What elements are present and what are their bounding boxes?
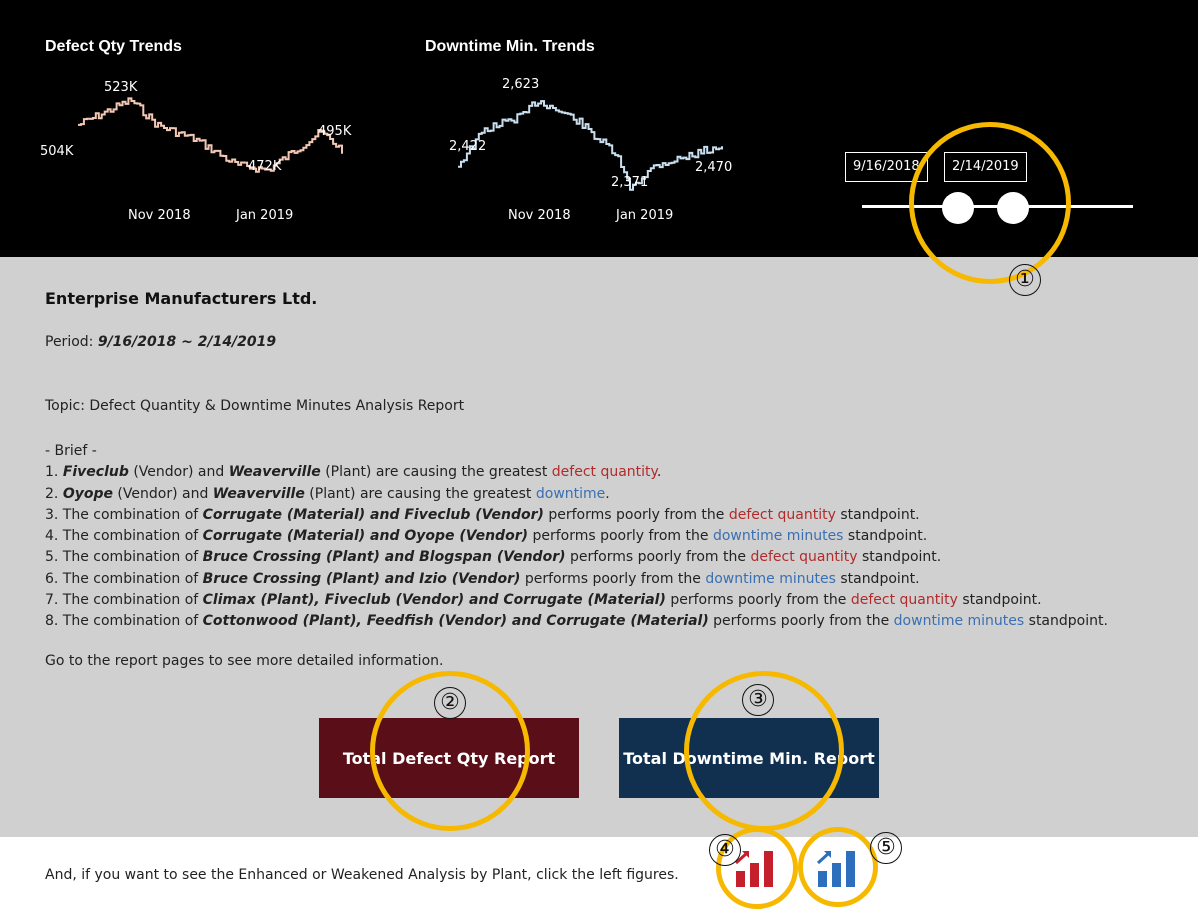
brief-item-4-run: performs poorly from the	[528, 528, 713, 545]
brief-item-1	[45, 462, 1108, 483]
brief-item-1-run: defect quantity	[551, 464, 657, 481]
total-defect-qty-report-button[interactable]: Total Defect Qty Report	[319, 718, 579, 798]
brief-item-4	[45, 526, 1108, 547]
brief-item-7-run: performs poorly from the	[665, 592, 851, 609]
brief-item-1-run: .	[656, 464, 662, 481]
brief-item-2-run: (Vendor) and	[112, 485, 213, 502]
callout-number-1: ①	[1009, 264, 1041, 296]
brief-item-3-run: standpoint.	[835, 506, 920, 523]
brief-item-2	[45, 484, 1108, 505]
callout-ring-1	[909, 122, 1071, 284]
callout-number-2: ②	[434, 687, 466, 719]
brief-item-6-run: 6. The combination of	[45, 570, 203, 587]
brief-item-8-run: performs poorly from the	[708, 613, 894, 630]
defect-trend-line	[78, 98, 342, 171]
downtime-end-label: 2,470	[695, 160, 733, 175]
brief-item-6-run: Bruce Crossing (Plant) and Izio (Vendor)	[202, 570, 521, 587]
bottom-instruction: And, if you want to see the Enhanced or Weakened Analysis by Plant, click the left figures.	[45, 867, 679, 883]
brief-item-2-run: 2.	[45, 485, 63, 502]
brief-item-7-run: standpoint.	[957, 592, 1042, 609]
defect-xtick-jan: Jan 2019	[236, 208, 294, 223]
brief-item-5-run: standpoint.	[857, 549, 942, 566]
brief-item-2-run: (Plant) are causing the greatest	[304, 485, 536, 502]
brief-item-5-run: performs poorly from the	[565, 549, 751, 566]
brief-item-5-run: defect quantity	[750, 549, 858, 566]
downtime-xtick-nov: Nov 2018	[508, 208, 571, 223]
brief-item-8-run: downtime minutes	[893, 613, 1025, 630]
callout-number-4: ④	[709, 834, 741, 866]
topic-line: Topic: Defect Quantity & Downtime Minutes Analysis Report	[45, 398, 465, 414]
period-value: 9/16/2018 ~ 2/14/2019	[97, 334, 277, 350]
defect-chart-title: Defect Qty Trends	[45, 38, 182, 55]
brief-item-8-run: 8. The combination of	[45, 613, 203, 630]
downtime-trend-line	[458, 101, 722, 190]
brief-item-4-run: standpoint.	[843, 528, 928, 545]
downtime-xtick-jan: Jan 2019	[616, 208, 674, 223]
report-summary-panel	[0, 257, 1198, 837]
total-downtime-min-report-button[interactable]: Total Downtime Min. Report	[619, 718, 879, 798]
defect-qty-sparkline	[40, 70, 370, 230]
defect-max-label: 523K	[104, 80, 138, 95]
brief-header: - Brief -	[45, 443, 97, 459]
brief-item-7	[45, 590, 1108, 611]
brief-item-6	[45, 569, 1108, 590]
brief-item-5	[45, 547, 1108, 568]
period-label: Period:	[45, 334, 94, 350]
brief-item-1-run: 1.	[45, 464, 63, 481]
defect-end-label: 495K	[318, 124, 352, 139]
brief-item-2-run: Oyope	[62, 485, 113, 502]
brief-item-6-run: standpoint.	[835, 570, 920, 587]
downtime-chart-title: Downtime Min. Trends	[425, 38, 595, 55]
downtime-max-label: 2,623	[502, 77, 540, 92]
brief-item-3-run: 3. The combination of	[45, 506, 203, 523]
brief-item-5-run: 5. The combination of	[45, 549, 203, 566]
start-date-field[interactable]: 9/16/2018	[845, 152, 928, 182]
defect-start-label: 504K	[40, 144, 74, 159]
brief-item-4-run: Corrugate (Material) and Oyope (Vendor)	[202, 528, 528, 545]
goto-note: Go to the report pages to see more detailed information.	[45, 653, 444, 669]
brief-item-7-run: 7. The combination of	[45, 592, 203, 609]
brief-item-7-run: Climax (Plant), Fiveclub (Vendor) and Corrugate (Material)	[202, 592, 666, 609]
period-line	[45, 334, 276, 350]
brief-item-6-run: performs poorly from the	[520, 570, 706, 587]
defect-min-label: 472K	[248, 159, 282, 174]
brief-item-1-run: Weaverville	[228, 464, 321, 481]
brief-item-7-run: defect quantity	[850, 592, 958, 609]
brief-item-2-run: .	[605, 485, 610, 502]
brief-item-8-run: standpoint.	[1024, 613, 1108, 630]
brief-item-3-run: Corrugate (Material) and Fiveclub (Vendor)	[202, 506, 544, 523]
brief-item-5-run: Bruce Crossing (Plant) and Blogspan (Vendor)	[202, 549, 566, 566]
brief-item-8	[45, 611, 1108, 632]
end-date-field[interactable]: 2/14/2019	[944, 152, 1027, 182]
brief-item-6-run: downtime minutes	[705, 570, 836, 587]
downtime-min-sparkline	[420, 70, 750, 230]
brief-list	[45, 441, 1108, 633]
brief-item-4-run: 4. The combination of	[45, 528, 203, 545]
brief-item-3-run: defect quantity	[728, 506, 836, 523]
brief-item-1-run: (Vendor) and	[128, 464, 229, 481]
callout-number-5: ⑤	[870, 832, 902, 864]
downtime-start-label: 2,422	[449, 139, 487, 154]
brief-item-3-run: performs poorly from the	[543, 506, 729, 523]
defect-xtick-nov: Nov 2018	[128, 208, 191, 223]
brief-item-2-run: downtime	[535, 485, 606, 502]
brief-item-4-run: downtime minutes	[712, 528, 844, 545]
callout-number-3: ③	[742, 684, 774, 716]
brief-item-1-run: (Plant) are causing the greatest	[320, 464, 552, 481]
downtime-min-label: 2,371	[611, 175, 649, 190]
callout-ring-5	[798, 827, 878, 907]
brief-item-8-run: Cottonwood (Plant), Feedfish (Vendor) and Corrugate (Material)	[202, 613, 709, 630]
brief-item-1-run: Fiveclub	[62, 464, 129, 481]
company-name: Enterprise Manufacturers Ltd.	[45, 289, 318, 308]
brief-item-2-run: Weaverville	[212, 485, 305, 502]
brief-item-3	[45, 505, 1108, 526]
